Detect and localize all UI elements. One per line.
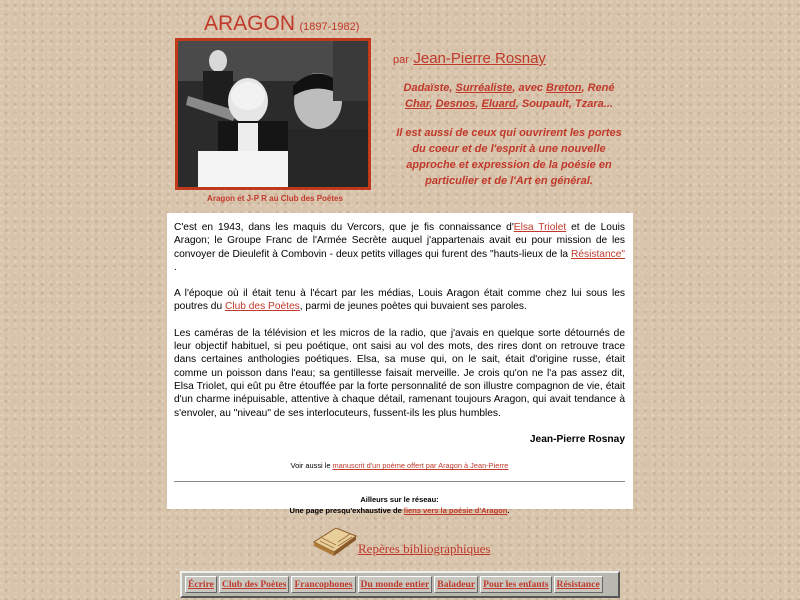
nav-ecrire[interactable]: Écrire bbox=[185, 576, 217, 593]
link-char[interactable]: Char bbox=[405, 98, 430, 110]
signature: Jean-Pierre Rosnay bbox=[529, 433, 625, 445]
link-elsa-triolet[interactable]: Elsa Triolet bbox=[513, 222, 567, 233]
by-prefix: par bbox=[393, 54, 409, 66]
link-resistance[interactable]: Résistance" bbox=[570, 248, 625, 260]
biblio-link[interactable]: Repères bibliographiques bbox=[358, 541, 491, 556]
nav-resistance[interactable]: Résistance bbox=[554, 576, 603, 593]
title-dates: (1897-1982) bbox=[299, 21, 360, 33]
author-link[interactable]: Jean-Pierre Rosnay bbox=[413, 50, 546, 67]
nav-du-monde-entier[interactable]: Du monde entier bbox=[358, 576, 433, 593]
link-poesie-aragon[interactable]: liens vers la poésie d'Aragon bbox=[403, 506, 508, 516]
see-also: Voir aussi le manuscrit d'un poème offert par Aragon à Jean-Pierre bbox=[290, 461, 509, 471]
nav-bar bbox=[180, 571, 620, 598]
nav-baladeur[interactable]: Baladeur bbox=[434, 576, 478, 593]
title-name: ARAGON bbox=[204, 12, 296, 35]
link-surrealiste[interactable]: Surréaliste bbox=[455, 82, 513, 94]
link-eluard[interactable]: Eluard bbox=[481, 98, 516, 110]
author-line bbox=[393, 50, 546, 68]
photo-aragon-jpr bbox=[175, 38, 371, 190]
biblio-link-block[interactable] bbox=[312, 522, 491, 563]
divider bbox=[174, 481, 625, 482]
text-panel bbox=[167, 213, 633, 516]
nav-francophones[interactable]: Francophones bbox=[291, 576, 355, 593]
elsewhere-block bbox=[174, 494, 625, 516]
nav-club-des-poetes[interactable]: Club des Poètes bbox=[219, 576, 290, 593]
elsewhere-heading: Ailleurs sur le réseau: bbox=[360, 495, 439, 505]
body-paragraph-3: Les caméras de la télévision et les micros de la radio, que j'avais en quelque sorte détournés de leur objectif habituel, si peu poétique, ont saisi au vol des mots, des rires dont on retrouve trace dans certaines anthologies poétiques. Elsa, sa muse qui, on le sait, était d'origine russe, était comme un poisson dans l'eau; sa gentillesse faisait merveille. Je crois qu'on ne l'a pas assez dit, Elsa Triolet, qui eût pu être étouffée par la forte personnalité de son illustre compagnon de vie, était d'un charme inépuisable, attentive à chaque détail, ramenant toujours Aragon, qui avait tendance à s'envoler, au "niveau" de ses interlocuteurs, fussent-ils les plus humbles. bbox=[174, 327, 625, 419]
page-title bbox=[204, 12, 359, 36]
link-breton[interactable]: Breton bbox=[546, 82, 582, 94]
intro-line1: Dadaïste, Surréaliste, avec Breton, René Char, Desnos, Eluard, Soupault, Tzara... bbox=[403, 82, 615, 110]
open-book-icon bbox=[312, 522, 358, 558]
body-paragraph-2: A l'époque où il était tenu à l'écart par les médias, Louis Aragon était comme chez lui sous les poutres du Club des Poètes, parmi de jeunes poètes qui buvaient ses paroles. bbox=[174, 288, 625, 313]
photo-caption: Aragon et J-P R au Club des Poètes bbox=[207, 194, 343, 203]
intro-block bbox=[390, 80, 628, 202]
elsewhere-line: Une page presqu'exhaustive de liens vers la poésie d'Aragon. bbox=[289, 506, 510, 516]
link-desnos[interactable]: Desnos bbox=[435, 98, 476, 110]
nav-pour-les-enfants[interactable]: Pour les enfants bbox=[480, 576, 551, 593]
body-paragraph-1: C'est en 1943, dans les maquis du Vercors, que je fis connaissance d'Elsa Triolet et de Louis Aragon; le Groupe Franc de l'Armée Secrète auquel j'appartenais avait eu pour mission de les convoyer de Dieulefit à Combovin - deux petits villages qui furent des "hauts-lieux de la Résistance" . bbox=[174, 222, 625, 273]
link-club-des-poetes[interactable]: Club des Poètes bbox=[224, 301, 300, 313]
intro-paragraph: Il est aussi de ceux qui ouvrirent les portes du coeur et de l'esprit à une nouvelle approche et expression de la poésie en particulier et de l'Art en général. bbox=[396, 127, 622, 187]
link-manuscrit[interactable]: manuscrit d'un poème offert par Aragon à Jean-Pierre bbox=[332, 461, 509, 471]
